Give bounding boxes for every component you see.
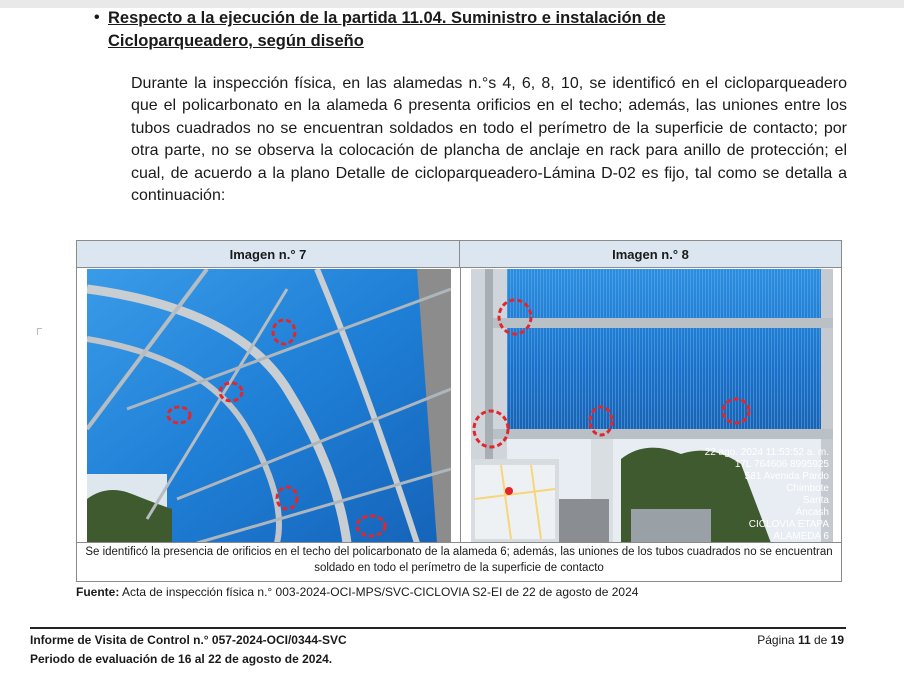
- stamp-line-3: 581 Avenida Pardo: [744, 471, 829, 482]
- heading-line-2: Cicloparqueadero, según diseño: [108, 32, 364, 50]
- image-8-header: Imagen n.° 8: [460, 241, 841, 268]
- footer-report-id: Informe de Visita de Control n.° 057-2024-OCI/0344-SVC: [30, 633, 347, 647]
- image-7-photo: [87, 269, 451, 543]
- roof-underside-photo: [87, 269, 451, 543]
- source-note: [76, 585, 638, 599]
- image-7-header: Imagen n.° 7: [77, 241, 460, 268]
- page-number: [757, 633, 844, 647]
- page-sep: de: [810, 633, 831, 647]
- canopy-photo: [471, 269, 833, 543]
- stamp-line-2: 17L 764606 8995925: [734, 459, 829, 470]
- heading-line-1: Respecto a la ejecución de la partida 11.04. Suministro e instalación de: [108, 9, 666, 27]
- stamp-line-4: Chimbote: [786, 483, 829, 494]
- source-text: Acta de inspección física n.° 003-2024-OCI-MPS/SVC-CICLOVIA S2-EI de 22 de agosto de 2024: [119, 585, 639, 599]
- stamp-line-6: Áncash: [795, 507, 829, 518]
- page-total: 19: [830, 633, 844, 647]
- stamp-line-1: 22 ago. 2024 11:53:52 a. m.: [704, 447, 829, 458]
- stamp-line-7: CICLOVIA ETAPA: [748, 519, 829, 530]
- table-caption: Se identificó la presencia de orificios en el techo del policarbonato de la alameda 6; además, las uniones de los tubos cuadrados no se encuentran soldado en todo el perímetro de la superficie de contacto: [77, 542, 841, 581]
- page-current: 11: [797, 633, 811, 647]
- stamp-line-8: ALAMEDA 6: [773, 531, 829, 542]
- source-label: Fuente:: [76, 585, 120, 599]
- table-divider: [460, 268, 461, 542]
- footer-rule: [30, 627, 846, 629]
- section-heading: [108, 7, 848, 53]
- bullet-icon: •: [94, 9, 100, 26]
- stamp-line-5: Santa: [802, 495, 829, 506]
- image-table: [76, 240, 842, 582]
- body-paragraph: Durante la inspección física, en las alamedas n.°s 4, 6, 8, 10, se identificó en el cicloparqueadero que el policarbonato en la alameda 6 presenta orificios en el techo; además, las uniones entre los tubos cuadrados no se encuentran soldados en todo el perímetro de la superficie de contacto; por otra parte, no se observa la colocación de plancha de anclaje en rack para anillo de protección; el cual, de acuerdo a la plano Detalle de cicloparqueadero-Lámina D-02 es fijo, tal como se detalla a continuación:: [131, 75, 847, 205]
- corner-mark: [37, 328, 42, 335]
- page-label: Página: [757, 633, 798, 647]
- image-8-photo: [471, 269, 833, 543]
- footer-period: Periodo de evaluación de 16 al 22 de agosto de 2024.: [30, 652, 333, 666]
